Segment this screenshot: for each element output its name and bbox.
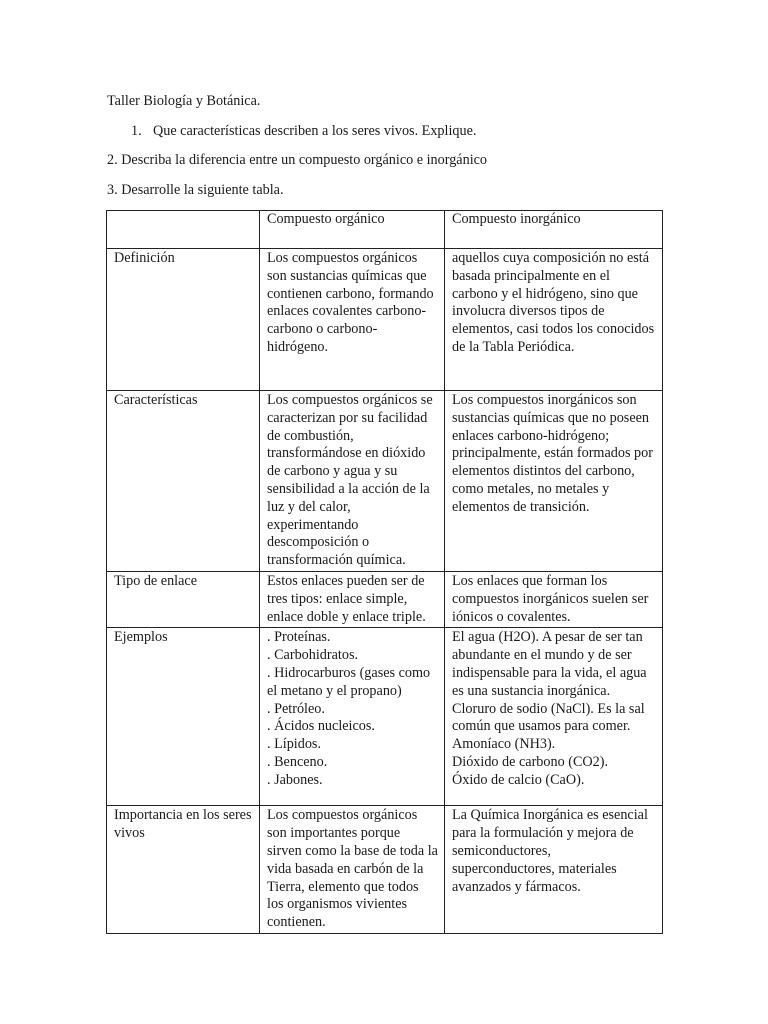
organic-cell [260,628,445,806]
question-1-text: Que características describen a los seres vivos. Explique. [153,123,477,139]
inorganic-cell: aquellos cuya composición no está basada principalmente en el carbono y el hidrógeno, sino que involucra diversos tipos de elementos, casi todos los conocidos de la Tabla Periódica. [445,249,663,391]
table-header-row [107,211,663,249]
organic-cell: Los compuestos orgánicos son importantes porque sirven como la base de toda la vida basada en carbón de la Tierra, elemento que todos los organismos vivientes contienen. [260,806,445,934]
inorganic-example: Cloruro de sodio (NaCl). Es la sal común que usamos para comer. [452,700,645,735]
header-cell-empty [107,211,260,249]
table-row-definicion [107,249,663,391]
organic-cell: Estos enlaces pueden ser de tres tipos: enlace simple, enlace doble y enlace triple. [260,571,445,627]
row-label: Tipo de enlace [107,571,260,627]
inorganic-cell: La Química Inorgánica es esencial para la formulación y mejora de semiconductores, superconductores, materiales avanzados y fármacos. [445,806,663,934]
organic-example: . Jabones. [267,771,323,788]
organic-cell: Los compuestos orgánicos se caracterizan por su facilidad de combustión, transformándose en dióxido de carbono y agua y su sensibilidad a la acción de la luz y del calor, experimentando descomposición o transformación química. [260,391,445,572]
inorganic-example: Dióxido de carbono (CO2). [452,753,609,770]
organic-example: . Carbohidratos. [267,647,359,664]
organic-example: . Ácidos nucleicos. [267,718,375,735]
organic-example: . Benceno. [267,753,328,770]
header-cell-organic: Compuesto orgánico [260,211,445,249]
table-row-caracteristicas [107,391,663,572]
table-row-importancia [107,806,663,934]
row-label: Características [107,391,260,572]
table-row-ejemplos [107,628,663,806]
table-row-tipo-de-enlace [107,571,663,627]
organic-example: . Proteínas. [267,629,331,646]
comparison-table [106,210,663,934]
question-1-number: 1. [131,123,142,139]
organic-example: . Petróleo. [267,700,325,717]
question-2: 2. Describa la diferencia entre un compuesto orgánico e inorgánico [107,152,488,168]
row-label: Importancia en los seres vivos [107,806,260,934]
inorganic-example: El agua (H2O). A pesar de ser tan abundante en el mundo y de ser indispensable para la vida, el agua es una sustancia inorgánica. [452,629,647,699]
inorganic-example: Óxido de calcio (CaO). [452,771,585,788]
document-title: Taller Biología y Botánica. [107,93,261,109]
inorganic-cell: Los compuestos inorgánicos son sustancias químicas que no poseen enlaces carbono-hidrógeno; principalmente, están formados por elementos distintos del carbono, como metales, no metales y elementos de transición. [445,391,663,572]
row-label: Definición [107,249,260,391]
organic-example: . Lípidos. [267,736,321,753]
question-1 [131,122,476,140]
header-cell-inorganic: Compuesto inorgánico [445,211,663,249]
inorganic-example: Amoníaco (NH3). [452,736,556,753]
inorganic-cell [445,628,663,806]
question-3: 3. Desarrolle la siguiente tabla. [107,182,284,198]
organic-cell: Los compuestos orgánicos son sustancias químicas que contienen carbono, formando enlaces covalentes carbono-carbono o carbono-hidrógeno. [260,249,445,391]
row-label: Ejemplos [107,628,260,806]
organic-example: . Hidrocarburos (gases como el metano y el propano) [267,664,431,699]
inorganic-cell: Los enlaces que forman los compuestos inorgánicos suelen ser iónicos o covalentes. [445,571,663,627]
